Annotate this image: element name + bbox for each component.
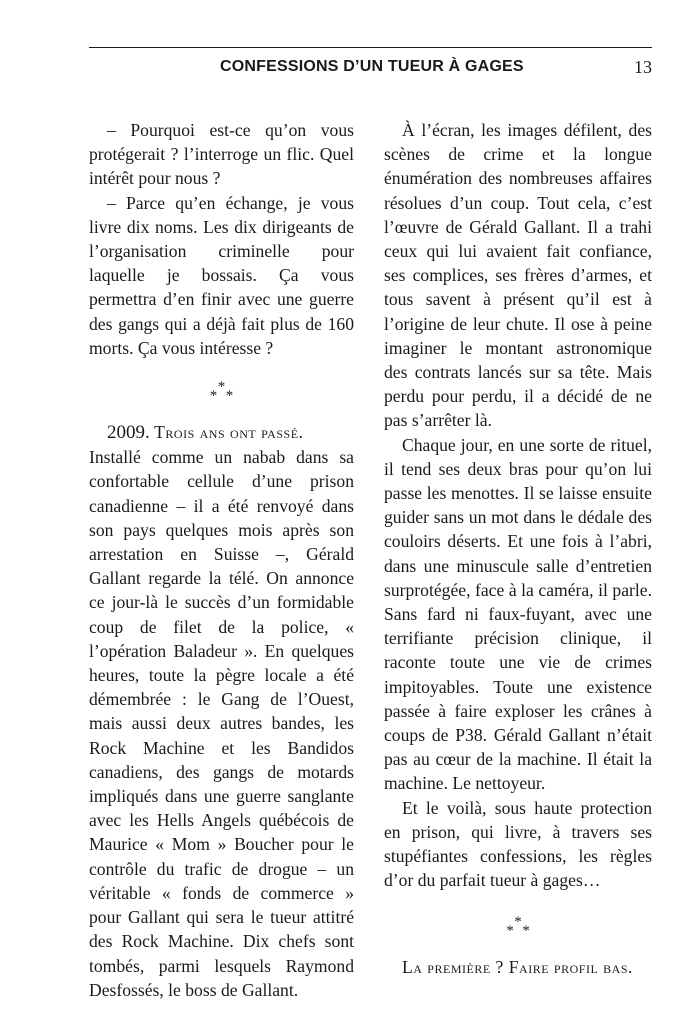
asterisk-icon: *	[217, 379, 226, 396]
body-paragraph: Et le voilà, sous haute protection en prison, qui livre, à travers ses stupéfiantes confessions, les règles d’or du parfait tueur à gages…	[384, 797, 652, 891]
body-paragraph: À l’écran, les images défilent, des scènes de crime et la longue énumération des nombreuses affaires résolues d’un coup. Tout cela, c’est l’œuvre de Gérald Gallant. Il a trahi ceux qui lui avaient fait confiance, ses complices, ses frères d’armes, et tous savent à présent qu’il est à l’origine de leur chute. Il ose à peine imaginer le montant astronomique des contrats lancés sur sa tête. Mais perdu pour perdu, il a décidé de ne pas s’arrêter là.	[384, 120, 652, 431]
asterism-divider	[89, 380, 354, 406]
page-number: 13	[634, 57, 652, 77]
running-title: CONFESSIONS D’UN TUEUR À GAGES	[220, 58, 524, 75]
dialogue-paragraph: – Pourquoi est-ce qu’on vous protégerait ? l’interroge un flic. Quel intérêt pour nous ?	[89, 120, 354, 189]
section-body: Installé comme un nabab dans sa confortable cellule d’une prison canadienne – il a été renvoyé dans son pays quelques mois après son arrestation en Suisse –, Gérald Gallant regarde la télé. On annonce ce jour-là le succès d’un formidable coup de filet de la police, « l’opération Baladeur ». En quelques heures, toute la pègre locale a été démembrée : le Gang de l’Ouest, mais aussi deux autres bandes, les Rock Machine et les Bandidos canadiens, des gangs de motards impliqués dans une guerre sanglante avec les Hells Angels québécois de Maurice « Mom » Boucher pour le contrôle du trafic de drogue – un véritable « fonds de commerce » pour Gallant qui sera le tueur attitré des Rock Machine. Dix chefs sont tombés, parmi lesquels Raymond Desfossés, le boss de Gallant.	[89, 447, 354, 1000]
closing-lead: La première ? Faire profil bas.	[402, 956, 633, 977]
dialogue-paragraph: – Parce qu’en échange, je vous livre dix noms. Les dix dirigeants de l’organisation criminelle pour laquelle je bossais. Ça vous permettra d’en finir avec une guerre des gangs qui a déjà fait plus de 160 morts. Ça vous intéresse ?	[89, 192, 354, 358]
asterisk-icon: *	[514, 913, 522, 930]
section-lead-year: 2009.	[107, 422, 150, 444]
asterisk-icon: *	[209, 388, 218, 405]
body-paragraph: Chaque jour, en une sorte de rituel, il tend ses deux bras pour qu’on lui passe les menottes. Il se laisse ensuite guider sans un mot dans le dédale des couloirs déserts. Et une fois à l’abri, dans une minuscule salle d’entretien surprotégée, face à la caméra, il parle. Sans fard ni faux-fuyant, avec une terrifiante précision clinique, il raconte toute une vie de crimes impitoyables. Toute une existence passée à faire exploser les crânes à coups de P38. Gérald Gallant n’était pas au cœur de la machine. Il était la machine. Le nettoyeur.	[384, 434, 652, 794]
asterisk-icon: *	[225, 388, 234, 405]
asterism-divider	[384, 915, 652, 941]
section-lead-caps: Trois ans ont passé.	[154, 422, 304, 443]
right-column	[384, 118, 652, 979]
asterisk-icon: *	[522, 922, 530, 939]
asterisk-icon: *	[506, 922, 514, 939]
left-column	[89, 118, 354, 1002]
section-paragraph	[89, 420, 354, 445]
header-rule	[89, 47, 652, 48]
